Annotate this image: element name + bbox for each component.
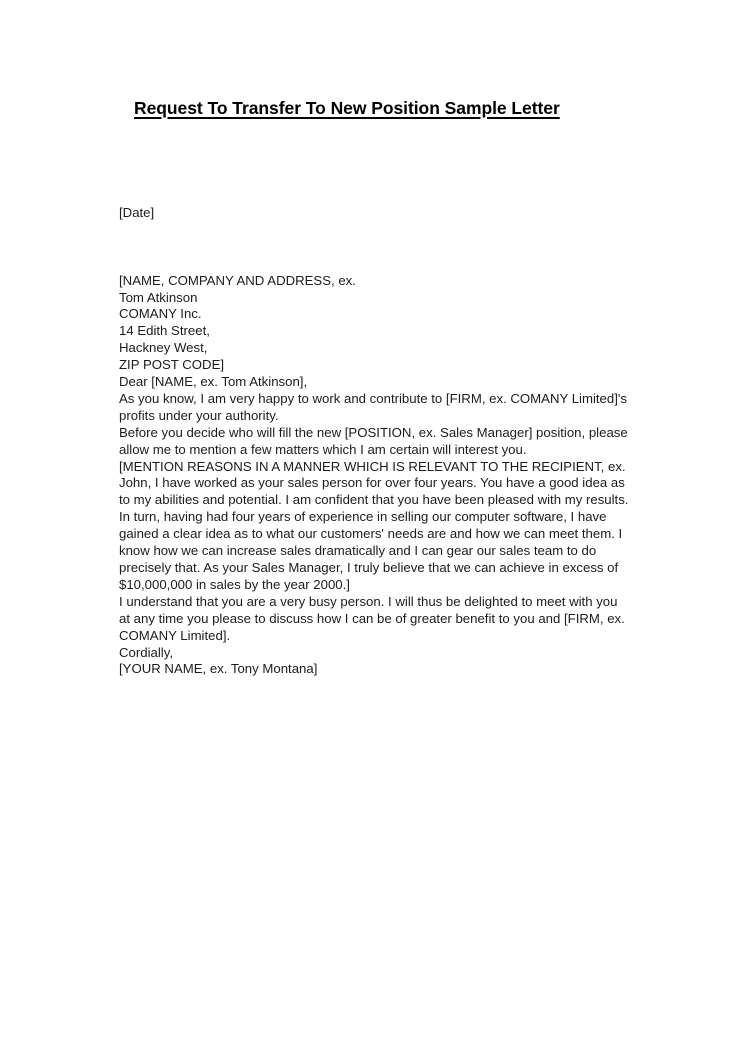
recipient-line: 14 Edith Street,: [119, 323, 210, 339]
signature-placeholder: [YOUR NAME, ex. Tony Montana]: [119, 661, 318, 677]
recipient-line: Hackney West,: [119, 340, 208, 356]
body-paragraph: As you know, I am very happy to work and contribute to [FIRM, ex. COMANY Limited]'s profits under your authority.: [119, 390, 627, 423]
body-paragraph: Before you decide who will fill the new [POSITION, ex. Sales Manager] position, please allow me to mention a few matters which I am certain will interest you.: [119, 424, 628, 457]
recipient-line: ZIP POST CODE]: [119, 357, 225, 373]
recipient-line: [NAME, COMPANY AND ADDRESS, ex.: [119, 272, 356, 288]
recipient-line: Tom Atkinson: [119, 289, 198, 305]
salutation: Dear [NAME, ex. Tom Atkinson],: [119, 374, 308, 390]
closing-salutation: Cordially,: [119, 644, 173, 660]
body-paragraph: [MENTION REASONS IN A MANNER WHICH IS RELEVANT TO THE RECIPIENT, ex. John, I have worked as your sales person for over four years. You have a good idea as to my abilities and potential. I am confident that you have been pleased with my results. In turn, having had four years of experience in selling our computer software, I have gained a clear idea as to what our customers' needs are and how we can meet them. I know how we can increase sales dramatically and I can gear our sales team to do precisely that. As your Sales Manager, I truly believe that we can achieve in excess of $10,000,000 in sales by the year 2000.]: [119, 458, 629, 592]
letter-body: [119, 205, 631, 678]
body-paragraph: I understand that you are a very busy person. I will thus be delighted to meet with you at any time you please to discuss how I can be of greater benefit to you and [FIRM, ex. COMANY Limited].: [119, 593, 625, 643]
date-placeholder: [119, 205, 631, 222]
date-placeholder-text: [Date]: [119, 205, 155, 220]
page-title: Request To Transfer To New Position Sample Letter: [134, 98, 560, 118]
recipient-address-block: [119, 273, 631, 374]
recipient-line: COMANY Inc.: [119, 306, 202, 322]
